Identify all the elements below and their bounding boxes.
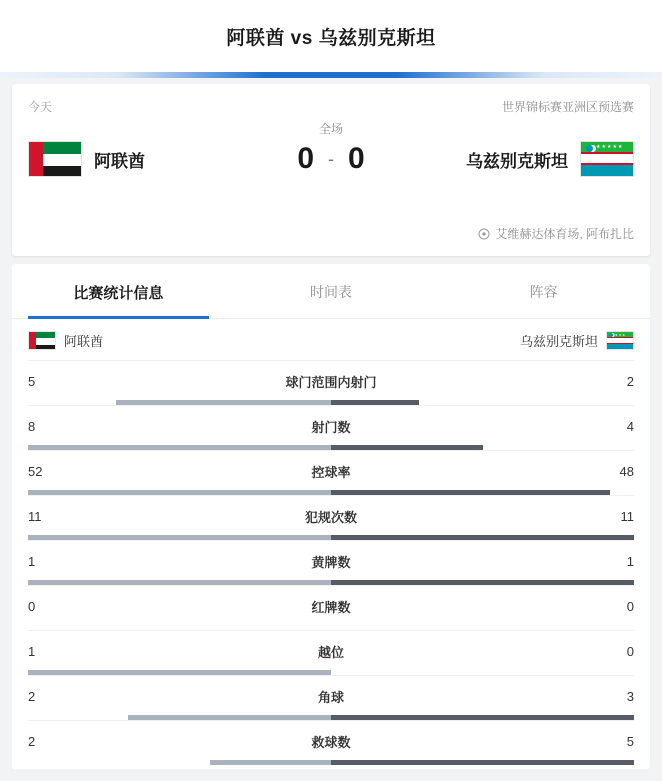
stat-home-bar <box>28 670 331 675</box>
stat-home-bar <box>28 535 331 540</box>
stat-away-value: 0 <box>626 644 634 659</box>
stat-bars <box>28 760 634 765</box>
stat-label: 红牌数 <box>311 600 351 615</box>
stat-bars <box>28 445 634 450</box>
stat-bars <box>28 535 634 540</box>
home-score: 0 <box>297 142 314 175</box>
stat-away-bar <box>331 535 634 540</box>
tab-bar <box>12 264 650 319</box>
stat-home-bar <box>116 400 331 405</box>
stat-label: 越位 <box>317 645 344 660</box>
venue-info <box>478 225 634 242</box>
stat-away-bar <box>331 400 419 405</box>
score-separator: - <box>328 148 334 169</box>
stat-home-bar <box>210 760 331 765</box>
stat-label: 控球率 <box>311 465 351 480</box>
stat-label: 角球 <box>317 690 344 705</box>
stat-home-value: 2 <box>28 689 36 704</box>
stat-row <box>28 630 634 675</box>
stat-away-value: 1 <box>626 554 634 569</box>
scoreboard-card <box>12 84 650 256</box>
stat-label: 球门范围内射门 <box>285 375 377 390</box>
page-header <box>0 0 662 72</box>
stat-away-bar <box>331 715 634 720</box>
match-day-label: 今天 <box>28 100 53 114</box>
stat-away-value: 4 <box>626 419 634 434</box>
stat-row <box>28 360 634 405</box>
scoreboard-meta <box>28 98 634 115</box>
away-team[interactable] <box>404 141 634 177</box>
stat-bars <box>28 715 634 720</box>
stat-home-value: 11 <box>28 509 42 524</box>
stat-home-bar <box>28 580 331 585</box>
stat-away-bar <box>331 760 634 765</box>
stats-away-team-name: 乌兹别克斯坦 <box>519 334 598 349</box>
stat-home-bar <box>28 445 331 450</box>
stats-team-header <box>28 319 634 360</box>
stat-label: 救球数 <box>311 735 351 750</box>
stat-home-value: 0 <box>28 599 36 614</box>
stat-away-bar <box>331 445 483 450</box>
uzbekistan-flag-icon: ★★★★★ <box>580 141 634 177</box>
stat-bars <box>28 580 634 585</box>
stat-away-value: 48 <box>619 464 634 479</box>
stat-home-bar <box>28 490 331 495</box>
stat-away-bar <box>331 490 610 495</box>
stat-home-value: 5 <box>28 374 36 389</box>
stat-away-value: 11 <box>620 509 634 524</box>
stat-label: 黄牌数 <box>311 555 351 570</box>
page-title: 阿联酋 vs 乌兹别克斯坦 <box>226 27 436 49</box>
stat-row <box>28 405 634 450</box>
stat-row <box>28 495 634 540</box>
uzbekistan-flag-icon: ★★★ <box>606 331 634 350</box>
stat-label: 射门数 <box>311 420 351 435</box>
uae-flag-icon <box>28 331 56 350</box>
stat-row <box>28 540 634 585</box>
stat-away-value: 3 <box>626 689 634 704</box>
uae-flag-icon <box>28 141 82 177</box>
stat-bars <box>28 400 634 405</box>
competition-label: 世界锦标赛亚洲区预选赛 <box>501 100 634 114</box>
stats-home-team <box>28 331 103 350</box>
tab-timeline[interactable]: 时间表 <box>310 284 352 300</box>
stat-away-value: 5 <box>626 734 634 749</box>
stat-away-bar <box>331 580 634 585</box>
stat-home-value: 1 <box>28 644 36 659</box>
stat-home-value: 8 <box>28 419 36 434</box>
stat-row <box>28 720 634 765</box>
stat-row <box>28 675 634 720</box>
stat-home-bar <box>128 715 331 720</box>
venue-text: 艾维赫达体育场, 阿布扎比 <box>495 227 634 241</box>
stats-list <box>28 360 634 765</box>
stat-away-value: 0 <box>626 599 634 614</box>
stat-row <box>28 450 634 495</box>
away-score: 0 <box>348 142 365 175</box>
stat-away-value: 2 <box>626 374 634 389</box>
period-label: 全场 <box>318 122 343 136</box>
stat-home-value: 2 <box>28 734 36 749</box>
location-pin-icon <box>478 228 490 240</box>
away-team-name: 乌兹别克斯坦 <box>466 151 568 171</box>
stat-bars <box>28 670 634 675</box>
stats-panel <box>12 319 650 769</box>
stat-bars <box>28 625 634 630</box>
home-team[interactable] <box>28 141 258 177</box>
tab-lineups[interactable]: 阵容 <box>529 284 558 300</box>
stat-bars <box>28 490 634 495</box>
stats-away-team <box>520 331 634 350</box>
home-team-name: 阿联酋 <box>94 151 145 171</box>
stat-label: 犯规次数 <box>304 510 357 525</box>
stats-home-team-name: 阿联酋 <box>64 334 104 349</box>
tab-match-stats[interactable]: 比赛统计信息 <box>12 264 225 318</box>
score-display <box>297 142 364 176</box>
stat-row <box>28 585 634 630</box>
scoreboard-main <box>28 141 634 177</box>
stat-home-value: 1 <box>28 554 36 569</box>
decorative-strip <box>0 72 662 84</box>
stat-home-value: 52 <box>28 464 43 479</box>
